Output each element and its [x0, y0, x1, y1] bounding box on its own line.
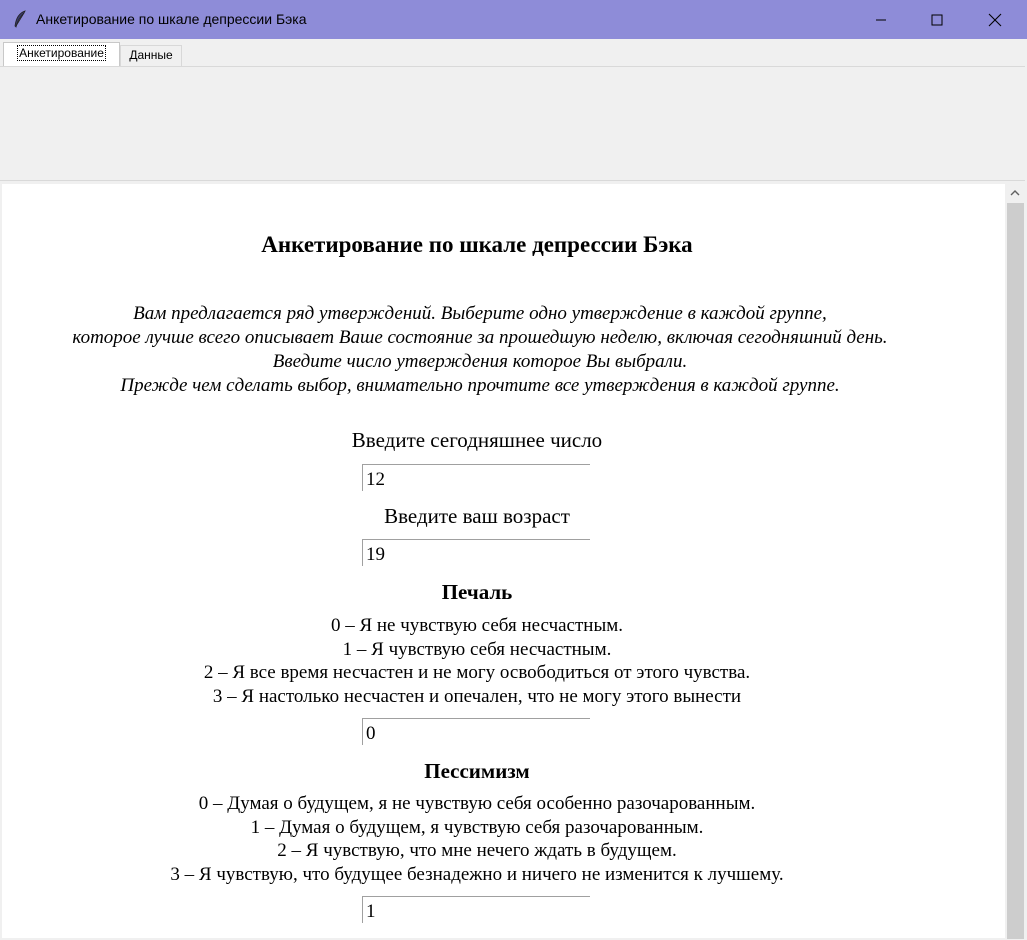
option-item: 1 – Думая о будущем, я чувствую себя разочарованным. [250, 816, 704, 838]
option-item: 0 – Думая о будущем, я не чувствую себя особенно разочарованным. [198, 793, 756, 814]
sadness-answer-input[interactable] [362, 718, 590, 745]
minimize-icon [875, 14, 887, 26]
scroll-up-button[interactable] [1005, 183, 1025, 203]
section-title-pessimism: Пессимизм [424, 759, 530, 783]
option-item: 3 – Я настолько несчастен и опечален, что не могу этого вынести [212, 685, 742, 707]
instruction-line: которое лучше всего описывает Ваше состояние за прошедшую неделю, включая сегодняшний день. [72, 327, 888, 348]
maximize-icon [931, 14, 943, 26]
option-item: 3 – Я чувствую, что будущее безнадежно и ничего не изменится к лучшему. [170, 863, 784, 885]
tab-data-label: Данные [129, 48, 173, 62]
age-input[interactable] [362, 539, 590, 566]
pessimism-answer-input[interactable] [362, 896, 590, 923]
chevron-up-icon [1010, 189, 1020, 197]
close-icon [988, 13, 1002, 27]
tab-data[interactable] [120, 45, 182, 66]
scroll-thumb[interactable] [1007, 203, 1024, 939]
tab-survey[interactable] [3, 42, 120, 66]
option-item: 1 – Я чувствую себя несчастным. [342, 638, 612, 660]
title-bar[interactable] [0, 0, 1027, 39]
tab-pane [0, 66, 1025, 181]
maximize-button[interactable] [908, 0, 966, 39]
option-item: 0 – Я не чувствую себя несчастным. [330, 615, 624, 636]
close-button[interactable] [966, 0, 1024, 39]
instruction-line: Прежде чем сделать выбор, внимательно прочтите все утверждения в каждой группе. [120, 375, 840, 396]
age-label: Введите ваш возраст [384, 504, 570, 528]
section-title-sadness: Печаль [441, 580, 513, 604]
form-heading: Анкетирование по шкале депрессии Бэка [261, 232, 693, 257]
instructions [2, 302, 958, 398]
date-label: Введите сегодняшнее число [351, 428, 603, 452]
tab-survey-label: Анкетирование [19, 46, 104, 60]
window-title: Анкетирование по шкале депрессии Бэка [36, 11, 307, 27]
date-input[interactable] [362, 464, 590, 491]
instruction-line: Введите число утверждения которое Вы выбрали. [272, 351, 688, 372]
tab-strip [0, 39, 1027, 67]
vertical-scrollbar[interactable] [1005, 183, 1025, 939]
options-sadness [2, 614, 952, 708]
option-item: 2 – Я все время несчастен и не могу освободиться от этого чувства. [203, 662, 751, 683]
option-item: 2 – Я чувствую, что мне нечего ждать в будущем. [277, 840, 677, 861]
options-pessimism [2, 792, 952, 886]
feather-icon [13, 10, 27, 28]
survey-canvas[interactable] [2, 184, 1005, 938]
minimize-button[interactable] [852, 0, 910, 39]
instruction-line: Вам предлагается ряд утверждений. Выберите одно утверждение в каждой группе, [133, 303, 827, 324]
